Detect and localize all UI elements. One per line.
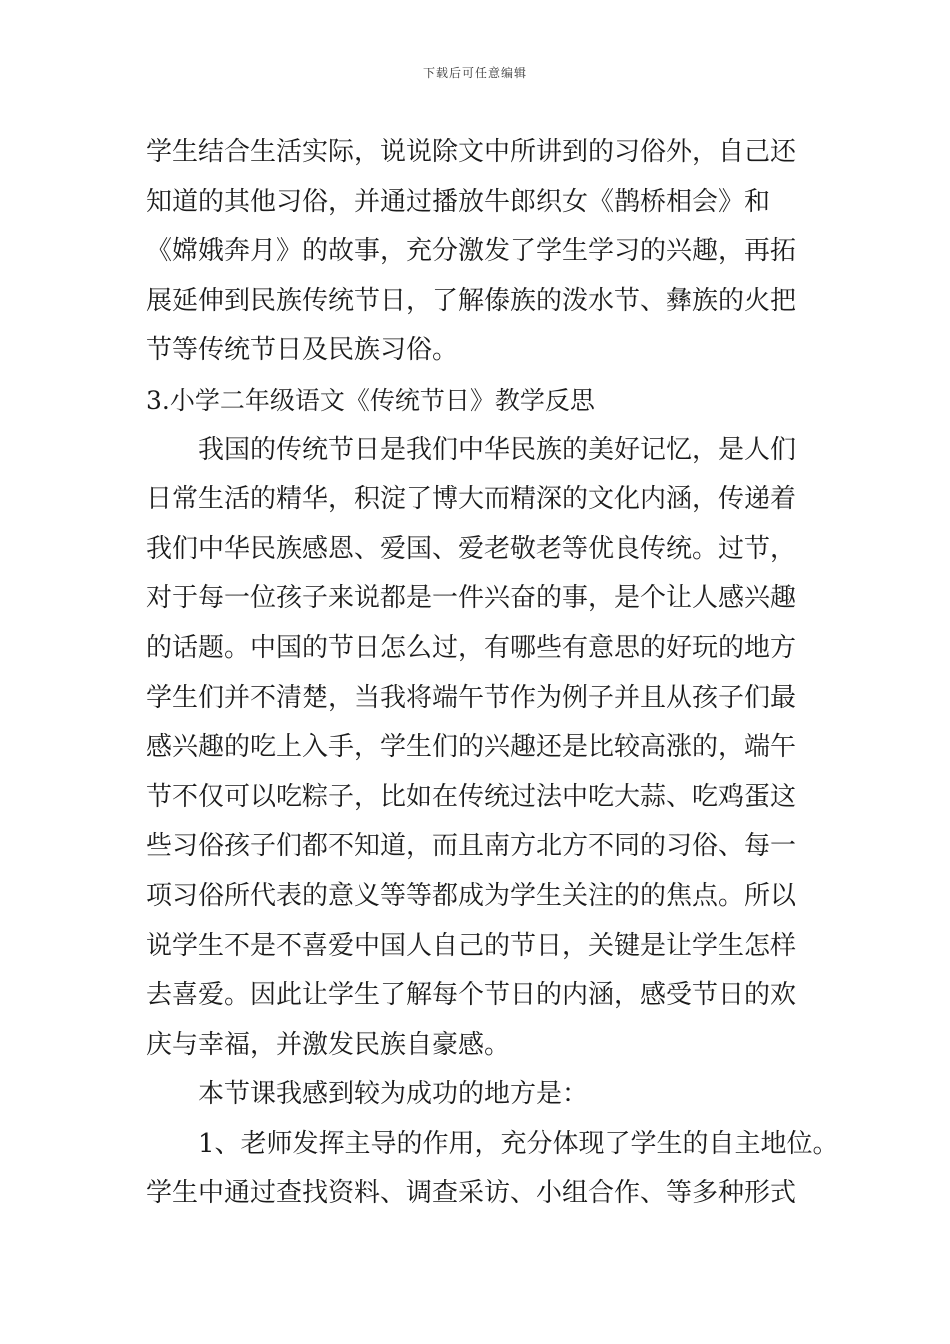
paragraph-start: 我国的传统节日是我们中华民族的美好记忆，是人们 (198, 434, 797, 465)
section-heading: 3.小学二年级语文《传统节日》教学反思 (146, 385, 595, 415)
list-item: 1、老师发挥主导的作用，充分体现了学生的自主地位。 (198, 1128, 839, 1159)
text-line: 些习俗孩子们都不知道，而且南方北方不同的习俗、每一 (146, 831, 797, 862)
text-line: 项习俗所代表的意义等等都成为学生关注的的焦点。所以 (146, 880, 797, 911)
text-line: 知道的其他习俗，并通过播放牛郎织女《鹊桥相会》和 (146, 186, 771, 217)
text-line: 《嫦娥奔月》的故事，充分激发了学生学习的兴趣，再拓 (146, 236, 797, 267)
text-line: 我们中华民族感恩、爱国、爱老敬老等优良传统。过节， (146, 533, 797, 564)
paragraph-start: 本节课我感到较为成功的地方是： (198, 1079, 589, 1110)
text-line: 去喜爱。因此让学生了解每个节日的内涵，感受节日的欢 (146, 980, 797, 1011)
page-header: 下载后可任意编辑 (422, 66, 527, 80)
text-line: 展延伸到民族传统节日，了解傣族的泼水节、彝族的火把 (146, 285, 797, 316)
text-line: 庆与幸福，并激发民族自豪感。 (146, 1029, 511, 1060)
text-line: 对于每一位孩子来说都是一件兴奋的事，是个让人感兴趣 (146, 583, 797, 614)
text-line: 节不仅可以吃粽子，比如在传统过法中吃大蒜、吃鸡蛋这 (146, 781, 797, 812)
text-line: 的话题。中国的节日怎么过，有哪些有意思的好玩的地方 (146, 632, 797, 663)
text-line: 感兴趣的吃上入手，学生们的兴趣还是比较高涨的，端午 (146, 732, 797, 763)
text-line: 学生中通过查找资料、调查采访、小组合作、等多种形式 (146, 1178, 797, 1209)
text-line: 说学生不是不喜爱中国人自己的节日，关键是让学生怎样 (146, 930, 797, 961)
text-line: 学生结合生活实际，说说除文中所讲到的习俗外，自己还 (146, 137, 797, 167)
document-body (146, 128, 839, 1219)
text-line: 学生们并不清楚，当我将端午节作为例子并且从孩子们最 (146, 682, 797, 713)
text-line: 日常生活的精华，积淀了博大而精深的文化内涵，传递着 (146, 484, 797, 515)
text-line: 节等传统节日及民族习俗。 (146, 335, 459, 366)
